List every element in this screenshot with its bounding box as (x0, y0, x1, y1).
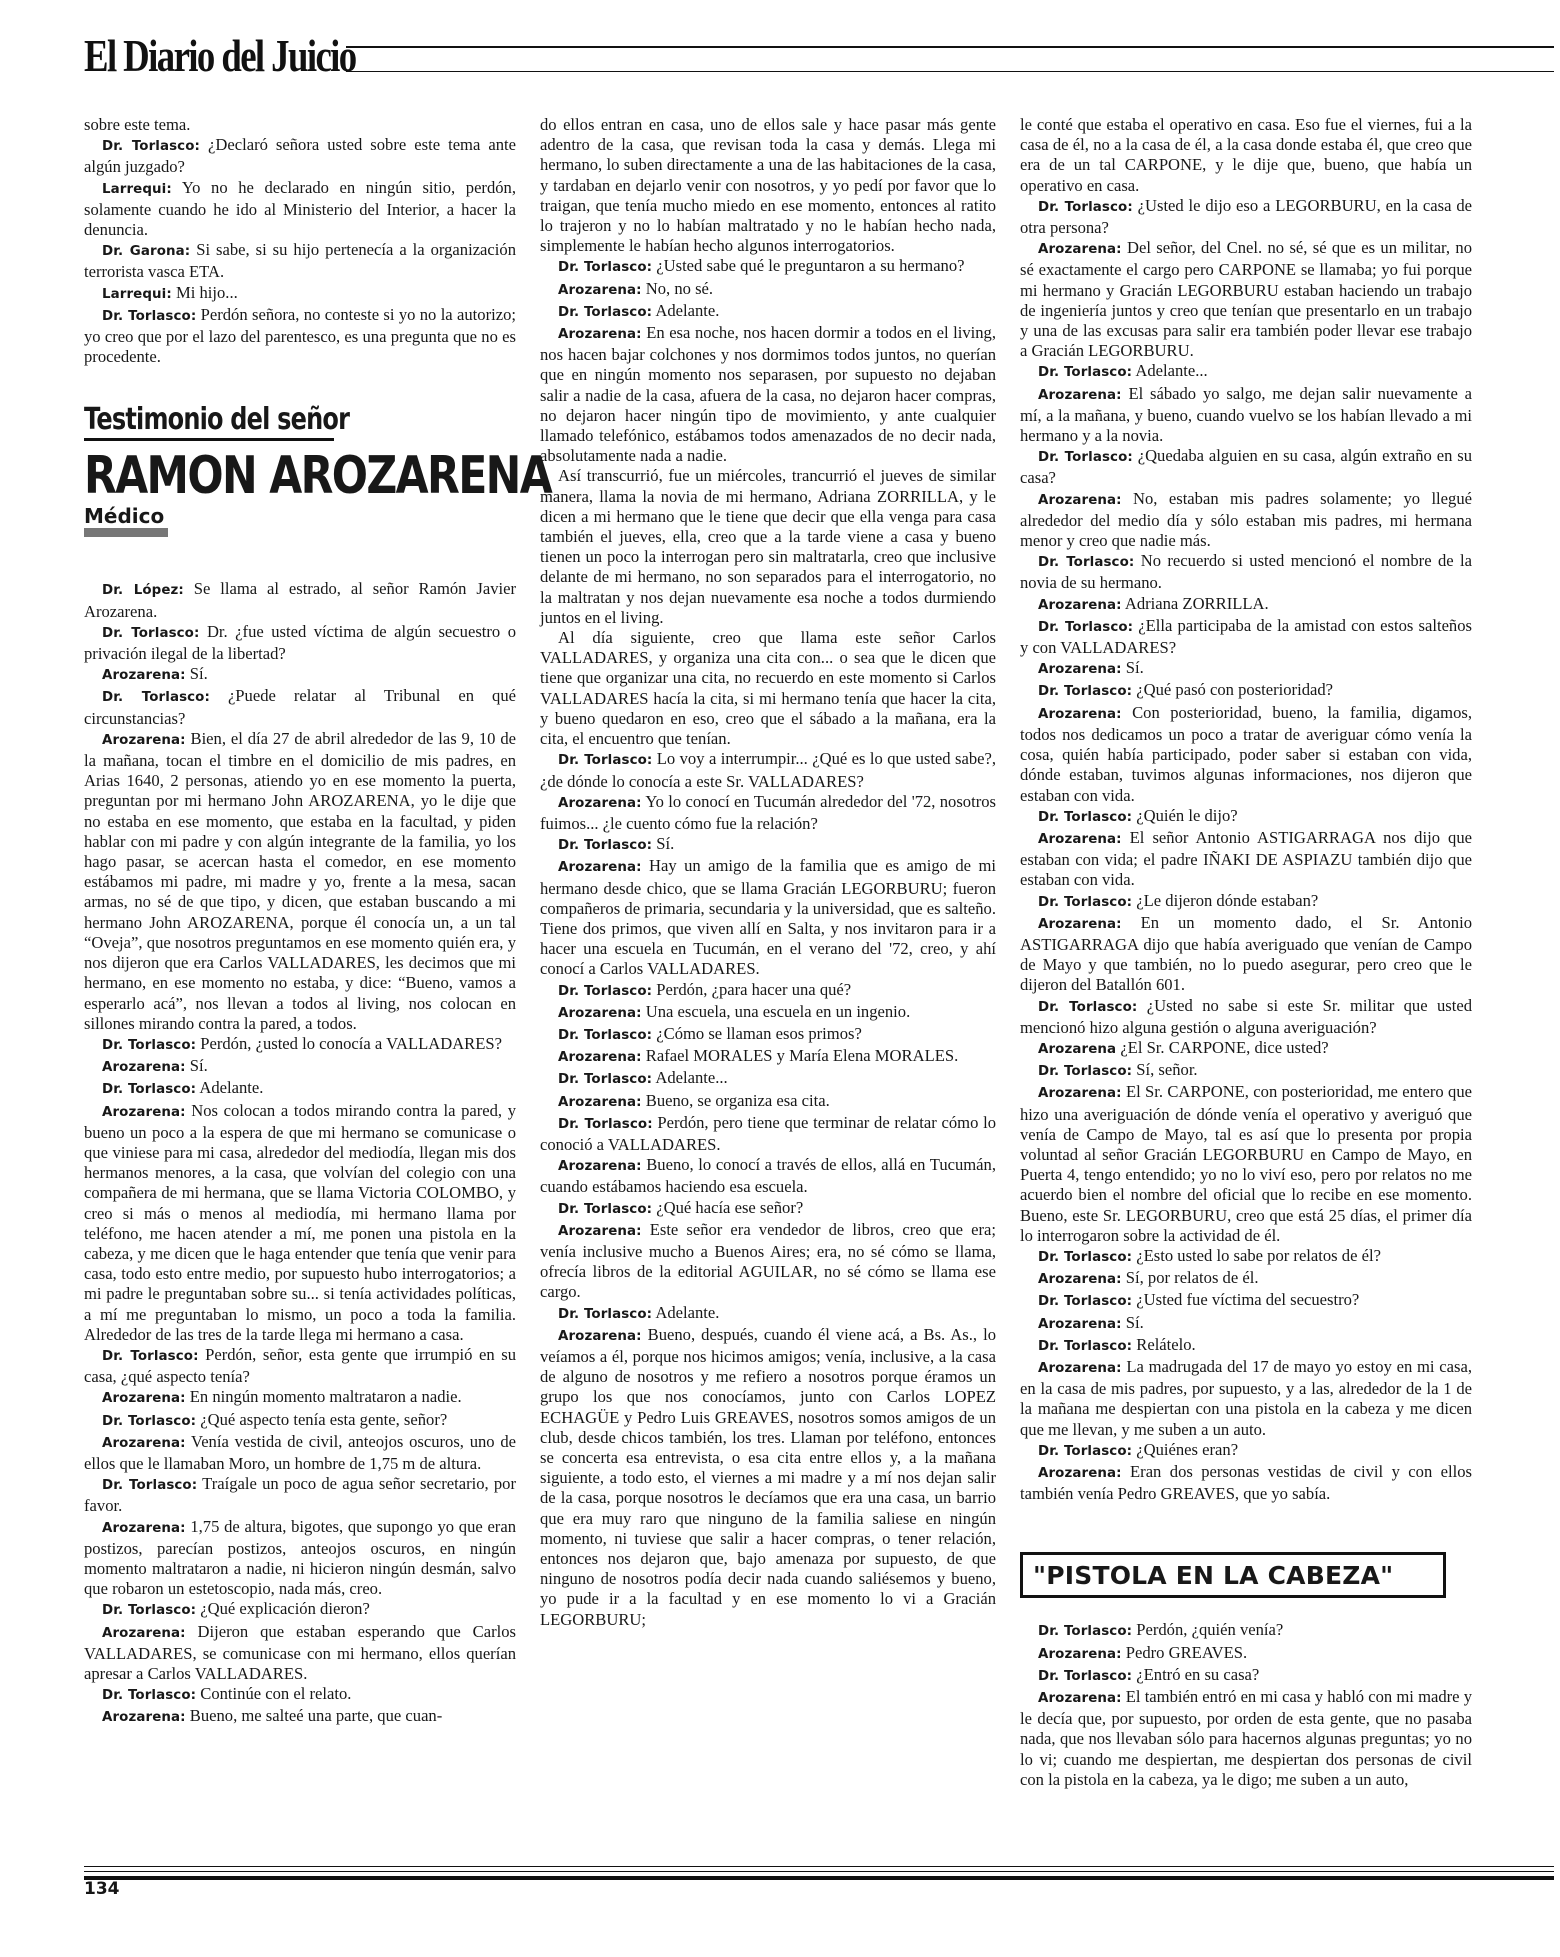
paragraph-text: ¿Cómo se llaman esos primos? (656, 1023, 862, 1043)
speaker-label: Dr. Torlasco: (1038, 1668, 1133, 1684)
speaker-label: Dr. Torlasco: (558, 260, 653, 276)
paragraph-text: El señor Antonio ASTIGARRAGA nos dijo que estaban con vida; el padre IÑAKI DE ASPIAZU también dijo que estaban con vida. (1020, 827, 1472, 890)
speaker-label: Dr. Torlasco: (1038, 365, 1133, 381)
paragraph-text: En ningún momento maltrataron a nadie. (189, 1387, 462, 1407)
paragraph-text: ¿Usted fue víctima del secuestro? (1136, 1290, 1360, 1310)
speaker-label: Arozarena: (558, 327, 642, 343)
paragraph-text: Adriana ZORRILLA. (1124, 593, 1269, 613)
transcript-paragraph (1020, 913, 1472, 996)
transcript-paragraph (1020, 616, 1472, 658)
transcript-paragraph (1020, 1687, 1472, 1790)
transcript-paragraph (1020, 594, 1472, 616)
speaker-label: Arozarena: (1038, 662, 1122, 678)
transcript-paragraph (84, 305, 516, 368)
heading-kicker: Testimonio del señor (84, 402, 350, 438)
speaker-label: Dr. Torlasco: (1038, 1064, 1133, 1080)
paragraph-text: No recuerdo si usted mencionó el nombre de la novia de su hermano. (1020, 551, 1472, 593)
paragraph-text: No, no sé. (645, 278, 714, 298)
paragraph-text: Así transcurrió, fue un miércoles, trancurrió el jueves de similar manera, llama la novia de mi hermano, Adriana ZORRILLA, y le dicen a mi hermano que le tiene que decir que ella venga para casa también el jueves, ella, creo que a la tarde viene a casa y bueno tienen un poco la interrogan pero sin maltratarla, creo que inclusive delante de mi hermano, no son separados para el interrogatorio, no la maltratan y nos dejan nuevamente esa noche a todos durmiendo juntos en el living. (540, 466, 996, 627)
transcript-paragraph (1020, 446, 1472, 488)
transcript-paragraph (1020, 1268, 1472, 1290)
paragraph-text: Bueno, después, cuando él viene acá, a Bs. As., lo veíamos a él, porque nos hicimos amigos; venía, inclusive, a la casa de alguno de nosotros y me refiero a nosotros porque éramos un grupo los que nos conocíamos, junto con Carlos LOPEZ ECHAGÜE y Pedro Luis GREAVES, nosotros somos amigos de un club, desde chicos también, los tres. Llaman por teléfono, entonces se concerta esa entrevista, o esa cita entre ellos y, a la mañana siguiente, a todo esto, el viernes a mi madre y a mí nos dejan salir de la casa, porque nosotros le decíamos que era una casa, un barrio que era muy raro que ninguno de la familia saliese en ningún momento, ni tuviese que salir a hacer compras, o tener relación, entonces nos dejaron que, bajo amenaza por supuesto, de que ninguno de nosotros podía decir nada cuando saliésemos y bueno, yo pude ir a la facultad y en ese momento lo vi a Gracián LEGORBURU; (540, 1324, 996, 1629)
transcript-paragraph (540, 1046, 996, 1068)
paragraph-text: ¿Usted no sabe si este Sr. militar que usted mencionó hizo alguna gestión o alguna averiguación? (1020, 995, 1472, 1037)
paragraph-text: Continúe con el relato. (200, 1684, 352, 1704)
paragraph-text: Eran dos personas vestidas de civil y con ellos también venía Pedro GREAVES, que yo sabía. (1020, 1462, 1472, 1504)
masthead-rule-top (346, 46, 1554, 48)
transcript-paragraph (540, 1198, 996, 1220)
transcript-paragraph (1020, 1082, 1472, 1246)
transcript-paragraph (84, 729, 516, 1034)
paragraph-text: Sí, por relatos de él. (1125, 1268, 1259, 1288)
transcript-paragraph (84, 1432, 516, 1474)
transcript-paragraph (540, 301, 996, 323)
paragraph-text: Nos colocan a todos mirando contra la pared, y bueno un poco a la espera de que mi hermano se comunicase o que viniese para mi casa, alrededor del mediodía, llegan mis dos hermanos menores, a la casa, que volvían del colegio con una compañera de mi hermana, que se llama Victoria COLOMBO, y creo si más o menos al mediodía, mi hermano llama por teléfono, me hacen atender a mí, me ponen una pistola en la cabeza, y me dicen que le haga entender que tenía que venir para casa, todo esto entre medio, por supuesto hubo interrogatorios; a mi padre le preguntaban sobre su... si tenía actividades políticas, a mí me preguntaban lo mismo, un poco a toda la familia. Alrededor de las tres de la tarde llega mi hermano a casa. (84, 1100, 516, 1344)
transcript-paragraph (84, 115, 516, 135)
speaker-label: Arozarena: (1038, 597, 1122, 613)
speaker-label: Arozarena: (1038, 1646, 1122, 1662)
paragraph-text: Bueno, lo conocí a través de ellos, allá en Tucumán, cuando estábamos haciendo esa escuela. (540, 1155, 996, 1197)
column-1-paragraphs-bottom (84, 579, 516, 1728)
transcript-paragraph (1020, 1060, 1472, 1082)
transcript-paragraph (84, 1345, 516, 1387)
transcript-paragraph (1020, 196, 1472, 238)
speaker-label: Dr. Torlasco: (558, 1027, 653, 1043)
transcript-paragraph (1020, 806, 1472, 828)
transcript-paragraph (84, 283, 516, 305)
speaker-label: Dr. López: (102, 583, 184, 599)
speaker-label: Dr. Torlasco: (102, 690, 210, 706)
transcript-paragraph (84, 1056, 516, 1078)
speaker-label: Arozarena: (102, 1104, 186, 1120)
transcript-paragraph (84, 686, 516, 728)
transcript-paragraph (1020, 1643, 1472, 1665)
speaker-label: Dr. Torlasco: (558, 1072, 653, 1088)
speaker-label: Arozarena: (102, 1435, 186, 1451)
column-2-paragraphs (540, 115, 996, 1630)
speaker-label: Arozarena: (1038, 1360, 1122, 1376)
paragraph-text: ¿Puede relatar al Tribunal en qué circunstancias? (84, 686, 516, 728)
testimony-heading (84, 402, 552, 537)
speaker-label: Dr. Torlasco: (102, 1603, 197, 1619)
paragraph-text: ¿Declaró señora usted sobre este tema ante algún juzgado? (84, 135, 516, 177)
transcript-paragraph (84, 1410, 516, 1432)
speaker-label: Dr. Torlasco: (1038, 894, 1133, 910)
transcript-paragraph (540, 1303, 996, 1325)
speaker-label: Arozarena: (102, 1625, 186, 1641)
transcript-paragraph (1020, 891, 1472, 913)
paragraph-text: ¿Usted sabe qué le preguntaron a su hermano? (656, 256, 965, 276)
transcript-paragraph (1020, 551, 1472, 593)
paragraph-text: Sí. (1125, 658, 1144, 678)
transcript-paragraph (540, 980, 996, 1002)
speaker-label: Arozarena: (102, 668, 186, 684)
speaker-label: Arozarena: (1038, 492, 1122, 508)
speaker-label: Dr. Torlasco: (558, 304, 653, 320)
paragraph-text: La madrugada del 17 de mayo yo estoy en mi casa, en la casa de mis padres, por supuesto, y a las, alrededor de la 1 de la mañana me despiertan con una pistola en la cabeza y me dicen que me llevan, y me suben a un auto. (1020, 1356, 1472, 1439)
transcript-paragraph (84, 1387, 516, 1409)
paragraph-text: ¿Usted le dijo eso a LEGORBURU, en la casa de otra persona? (1020, 195, 1472, 238)
footer-rule-top (84, 1866, 1554, 1867)
paragraph-text: do ellos entran en casa, uno de ellos sale y hace pasar más gente adentro de la casa, que revisan toda la casa y demás. Llega mi hermano, lo suben directamente a una de las habitaciones de la casa, y tardaban en dejarlo venir con nosotros, y yo pedí por favor que lo traigan, que tenía mucho miedo en ese momento, entonces al ratito lo trajeron y no lo habían maltratado y no le habían hecho nada, simplemente le habían hecho algunos interrogatorios. (540, 115, 996, 256)
transcript-paragraph (1020, 1665, 1472, 1687)
speaker-label: Arozarena (1038, 1041, 1117, 1057)
footer-rule-middle (84, 1871, 1554, 1872)
paragraph-text: Yo lo conocí en Tucumán alrededor del '72, nosotros fuimos... ¿le cuento cómo fue la relación? (540, 791, 996, 833)
speaker-label: Dr. Torlasco: (558, 838, 653, 854)
paragraph-text: Adelante. (655, 300, 720, 320)
paragraph-text: Bien, el día 27 de abril alrededor de las 9, 10 de la mañana, tocan el timbre en el domicilio de mis padres, en Arias 1640, 2 personas, atiendo yo en ese momento la puerta, preguntan por mi hermano John AROZARENA, yo le dije que no estaba en ese momento, que estaba en la facultad, y piden hablar con mi padre y con algún integrante de la familia, yo los hago pasar, se acercan hasta el comedor, en ese momento estábamos mi padre, mi madre y yo, frente a la mesa, sacan armas, no sé de que tipo, y dicen, que estaban buscando a mi hermano John AROZARENA, porque él conocía un, a un tal “Oveja”, que nosotros preguntamos en ese momento quién era, y nos dijeron que era Carlos VALLADARES, les decimos que mi hermano, en ese momento no estaba, y dice: “Bueno, vamos a esperarlo acá”, nos llevan a todos al living, nos colocan en sillones mirando contra la pared, a todos. (84, 728, 516, 1033)
speaker-label: Dr. Torlasco: (1038, 555, 1135, 571)
speaker-label: Dr. Torlasco: (558, 1306, 653, 1322)
speaker-label: Dr. Torlasco: (1038, 619, 1134, 635)
paragraph-text: ¿Le dijeron dónde estaban? (1136, 890, 1319, 910)
paragraph-text: Pedro GREAVES. (1125, 1642, 1248, 1662)
paragraph-text: Sí. (1125, 1312, 1144, 1332)
transcript-paragraph (1020, 828, 1472, 891)
transcript-paragraph (1020, 1290, 1472, 1312)
speaker-label: Arozarena: (1038, 387, 1122, 403)
transcript-paragraph (540, 1002, 996, 1024)
paragraph-text: No, estaban mis padres solamente; yo llegué alrededor del medio día y sólo estaban mis padres, mi hermana menor y creo que nadie más. (1020, 488, 1472, 551)
paragraph-text: Sí. (189, 1056, 208, 1076)
speaker-label: Dr. Torlasco: (102, 139, 200, 155)
transcript-paragraph (84, 1474, 516, 1516)
paragraph-text: Al día siguiente, creo que llama este señor Carlos VALLADARES, y organiza una cita con... o sea que le dicen que tiene que organizar una cita, no recuerdo en este momento si Carlos VALLADARES hacía la cita, si mi hermano tenía que hacer la cita, y bueno quedaron en eso, creo que el sábado a la mañana, era la cita, el encuentro que tenían. (540, 628, 996, 749)
transcript-paragraph (1020, 361, 1472, 383)
transcript-paragraph (540, 856, 996, 979)
column-3 (1020, 115, 1472, 1790)
paragraph-text: En un momento dado, el Sr. Antonio ASTIGARRAGA dijo que había averiguado que venían de Campo de Mayo y que también, no lo puedo asegurar, pero creo que le dijeron del Batallón 601. (1020, 912, 1472, 995)
paragraph-text: Lo voy a interrumpir... ¿Qué es lo que usted sabe?, ¿de dónde lo conocía a este Sr. VALLADARES? (540, 749, 996, 791)
paragraph-text: ¿Ella participaba de la amistad con estos salteños y con VALLADARES? (1020, 615, 1472, 658)
speaker-label: Dr. Garona: (102, 244, 191, 260)
paragraph-text: Sí, señor. (1136, 1060, 1198, 1080)
paragraph-text: Perdón, pero tiene que terminar de relatar cómo lo conoció a VALLADARES. (540, 1112, 997, 1154)
speaker-label: Dr. Torlasco: (558, 1116, 653, 1132)
speaker-label: Dr. Torlasco: (102, 1688, 197, 1704)
transcript-paragraph (84, 1706, 516, 1728)
transcript-paragraph (84, 622, 516, 664)
paragraph-text: ¿Qué pasó con posterioridad? (1136, 680, 1334, 700)
transcript-paragraph (1020, 1246, 1472, 1268)
transcript-paragraph (84, 1078, 516, 1100)
speaker-label: Dr. Torlasco: (1038, 199, 1133, 215)
subheading-text: "PISTOLA EN LA CABEZA" (1033, 1561, 1394, 1591)
speaker-label: Arozarena: (102, 1520, 186, 1536)
paragraph-text: Adelante. (199, 1078, 264, 1098)
paragraph-text: Adelante... (655, 1068, 728, 1088)
transcript-paragraph (540, 1024, 996, 1046)
speaker-label: Dr. Torlasco: (102, 1413, 197, 1429)
page-number: 134 (84, 1879, 120, 1899)
column-3-paragraphs-top (1020, 115, 1472, 1504)
speaker-label: Dr. Torlasco: (1038, 684, 1133, 700)
speaker-label: Dr. Torlasco: (1038, 1443, 1133, 1459)
speaker-label: Dr. Torlasco: (1038, 1294, 1133, 1310)
speaker-label: Dr. Torlasco: (102, 308, 197, 324)
paragraph-text: Con posterioridad, bueno, la familia, digamos, todos nos dedicamos un poco a tratar de averiguar cómo venía la cosa, quién había participado, poder saber si estaban con vida, dónde estaban, tuvimos algunas informaciones, nos dijeron que estaban con vida. (1020, 702, 1472, 805)
transcript-paragraph (540, 749, 996, 791)
speaker-label: Arozarena: (1038, 831, 1122, 847)
speaker-label: Dr. Torlasco: (1038, 1249, 1133, 1265)
speaker-label: Arozarena: (1038, 1272, 1122, 1288)
transcript-paragraph (84, 1101, 516, 1345)
paragraph-text: ¿Entró en su casa? (1136, 1664, 1260, 1684)
heading-kicker-underline (84, 438, 334, 441)
paragraph-text: ¿Quedaba alguien en su casa, algún extraño en su casa? (1020, 446, 1472, 488)
transcript-paragraph (1020, 1038, 1472, 1060)
transcript-paragraph (84, 1684, 516, 1706)
subheading-box (1020, 1552, 1446, 1598)
transcript-paragraph (84, 135, 516, 177)
paragraph-text: Dr. ¿fue usted víctima de algún secuestro o privación ilegal de la libertad? (84, 621, 517, 664)
paragraph-text: Si sabe, si su hijo pertenecía a la organización terrorista vasca ETA. (84, 240, 516, 282)
speaker-label: Arozarena: (558, 795, 642, 811)
transcript-paragraph (1020, 489, 1472, 552)
column-1 (84, 115, 552, 1729)
speaker-label: Dr. Torlasco: (558, 1201, 653, 1217)
transcript-paragraph (84, 1517, 516, 1600)
paragraph-text: Traígale un poco de agua señor secretario, por favor. (84, 1474, 516, 1516)
paragraph-text: ¿Quiénes eran? (1136, 1439, 1239, 1459)
transcript-paragraph (540, 628, 996, 749)
speaker-label: Arozarena: (1038, 1466, 1122, 1481)
paragraph-text: Perdón, ¿usted lo conocía a VALLADARES? (200, 1033, 502, 1053)
speaker-label: Arozarena: (102, 1391, 186, 1407)
paragraph-text: Dijeron que estaban esperando que Carlos VALLADARES, se comunicase con mi hermano, ellos querían apresar a Carlos VALLADARES. (84, 1621, 516, 1683)
speaker-label: Arozarena: (558, 1159, 642, 1175)
paragraph-text: Perdón, ¿quién venía? (1136, 1620, 1284, 1640)
footer-rule-bottom (84, 1876, 1554, 1880)
heading-witness-name: RAMON AROZARENA (84, 446, 552, 507)
column-1-paragraphs-top (84, 115, 516, 367)
transcript-paragraph (540, 1068, 996, 1090)
paragraph-text: Bueno, me salteé una parte, que cuan- (189, 1706, 443, 1726)
column-3-paragraphs-bottom (1020, 1620, 1472, 1790)
speaker-label: Dr. Torlasco: (102, 1478, 198, 1494)
paragraph-text: Hay un amigo de la familia que es amigo de mi hermano desde chico, que se llama Gracián LEGORBURU; fueron compañeros de primaria, secundaria y la universidad, que es salteño. Tiene dos primos, que viven allí en Salta, y nos invitaron para ir a hacer una escuela en Tucumán, en el verano del '72, creo, y ahí conocí a Carlos VALLADARES. (540, 856, 996, 979)
transcript-paragraph (1020, 1462, 1472, 1504)
paragraph-text: sobre este tema. (84, 115, 191, 134)
speaker-label: Dr. Torlasco: (1038, 450, 1133, 466)
speaker-label: Arozarena: (558, 860, 642, 876)
paragraph-text: le conté que estaba el operativo en casa. Eso fue el viernes, fui a la casa de él, no a la casa de él, a la casa donde estaba él, que creo que era de un tal CARPONE, y le dije que, bueno, que había un operativo en casa. (1020, 115, 1472, 195)
speaker-label: Dr. Torlasco: (102, 1082, 197, 1098)
paragraph-text: ¿Quién le dijo? (1136, 805, 1238, 825)
speaker-label: Arozarena: (558, 1005, 642, 1021)
transcript-paragraph (540, 279, 996, 301)
transcript-paragraph (84, 1034, 516, 1056)
paragraph-text: ¿Qué explicación dieron? (200, 1599, 370, 1619)
transcript-paragraph (84, 1599, 516, 1621)
transcript-paragraph (1020, 996, 1472, 1038)
transcript-paragraph (1020, 384, 1472, 447)
transcript-paragraph (1020, 238, 1472, 361)
paragraph-text: Una escuela, una escuela en un ingenio. (645, 1001, 911, 1021)
paragraph-text: ¿Esto usted lo sabe por relatos de él? (1136, 1245, 1381, 1265)
speaker-label: Arozarena: (1038, 1086, 1122, 1102)
paragraph-text: Relátelo. (1136, 1334, 1196, 1354)
masthead-rule-bottom (346, 71, 1554, 72)
speaker-label: Dr. Torlasco: (1038, 809, 1133, 825)
transcript-paragraph (540, 466, 996, 628)
paragraph-text: ¿El Sr. CARPONE, dice usted? (1120, 1037, 1329, 1057)
paragraph-text: Este señor era vendedor de libros, creo que era; venía inclusive mucho a Buenos Aires; era, no sé cómo se llama, ofrecía libros de la editorial AGUILAR, no sé cómo se llama ese cargo. (540, 1219, 996, 1302)
transcript-paragraph (540, 1113, 996, 1155)
speaker-label: Dr. Torlasco: (102, 625, 200, 641)
speaker-label: Arozarena: (102, 1060, 186, 1076)
paragraph-text: Yo no he declarado en ningún sitio, perdón, solamente cuando he ido al Ministerio del Interior, a hacer la denuncia. (84, 177, 516, 240)
heading-decorative-bar (84, 528, 168, 537)
speaker-label: Arozarena: (558, 1094, 642, 1110)
speaker-label: Arozarena: (558, 1328, 642, 1344)
paragraph-text: Sí. (189, 664, 208, 684)
speaker-label: Larrequi: (102, 181, 172, 197)
paragraph-text: Perdón señora, no conteste si yo no la autorizo; yo creo que por el lazo del parentesco, es una pregunta que no es procedente. (84, 304, 516, 367)
paragraph-text: El Sr. CARPONE, con posterioridad, me entero que hizo una averiguación de dónde venía el operativo y averiguó que venía de Campo de Mayo, tal es así que lo presenta por propia voluntad al señor Gracián LEGORBURU en Campo de Mayo, en Puerta 4, tengo entendido; yo no lo viví eso, pero por relatos no me acuerdo bien el nombre del oficial que lo recibe en ese momento. Bueno, este Sr. LEGORBURU, creo que está 25 días, el primer día lo interrogaron sobre la actividad de él. (1020, 1082, 1472, 1245)
masthead (84, 26, 1554, 86)
paragraph-text: ¿Qué hacía ese señor? (656, 1197, 804, 1217)
transcript-paragraph (540, 256, 996, 278)
transcript-paragraph (84, 664, 516, 686)
speaker-label: Arozarena: (1038, 1316, 1122, 1332)
speaker-label: Arozarena: (558, 1223, 642, 1239)
transcript-paragraph (1020, 658, 1472, 680)
speaker-label: Dr. Torlasco: (102, 1037, 197, 1053)
speaker-label: Dr. Torlasco: (1038, 999, 1138, 1015)
column-2 (540, 115, 996, 1630)
speaker-label: Larrequi: (102, 286, 172, 302)
paragraph-text: Sí. (656, 834, 675, 854)
paragraph-text: Adelante. (655, 1302, 720, 1322)
transcript-paragraph (84, 579, 516, 621)
transcript-paragraph (540, 1220, 996, 1303)
paragraph-text: Venía vestida de civil, anteojos oscuros, uno de ellos que le llamaban Moro, un hombre de 1,75 m de altura. (84, 1431, 516, 1473)
speaker-label: Arozarena: (1038, 706, 1122, 722)
transcript-paragraph (540, 1325, 996, 1630)
speaker-label: Arozarena: (102, 1710, 186, 1726)
transcript-paragraph (1020, 680, 1472, 702)
heading-witness-profession: Médico (84, 504, 165, 529)
transcript-paragraph (540, 792, 996, 834)
paragraph-text: Mi hijo... (175, 282, 238, 302)
transcript-paragraph (1020, 1357, 1472, 1440)
transcript-paragraph (540, 323, 996, 466)
paragraph-text: Rafael MORALES y María Elena MORALES. (645, 1046, 959, 1066)
transcript-paragraph (1020, 1335, 1472, 1357)
paragraph-text: Bueno, se organiza esa cita. (645, 1090, 830, 1110)
transcript-paragraph (1020, 1313, 1472, 1335)
transcript-paragraph (540, 115, 996, 256)
paragraph-text: En esa noche, nos hacen dormir a todos en el living, nos hacen bajar colchones y nos dormimos todos juntos, no querían que en ningún momento nos separasen, por supuesto no dejaban salir a nadie de la casa, afuera de la casa, no dejaron hacer compras, no dejaron hacer ningún tipo de movimiento, y ante cualquier llamado telefónico, estábamos todos amenazados de no decir nada, absolutamente nada a nadie. (540, 323, 997, 466)
paragraph-text: Adelante... (1135, 361, 1208, 381)
paragraph-text: Perdón, ¿para hacer una qué? (656, 979, 852, 999)
paragraph-text: ¿Qué aspecto tenía esta gente, señor? (200, 1409, 448, 1429)
paragraph-text: El sábado yo salgo, me dejan salir nuevamente a mí, a la mañana, y bueno, cuando vuelvo se los habían llevado a mi hermano y a la novia. (1020, 383, 1472, 446)
speaker-label: Dr. Torlasco: (558, 983, 653, 999)
speaker-label: Arozarena: (1038, 916, 1122, 932)
speaker-label: Dr. Torlasco: (102, 1348, 199, 1364)
paragraph-text: Perdón, señor, esta gente que irrumpió en su casa, ¿qué aspecto tenía? (84, 1344, 516, 1387)
paragraph-text: Se llama al estrado, al señor Ramón Javier Arozarena. (84, 579, 516, 621)
paragraph-text: El también entró en mi casa y habló con mi madre y le decía que, por supuesto, por orden de esta gente, que no pasaba nada, que nos llevaban sólo para hacernos algunas preguntas; yo no lo vi; cuando me despiertan, me despiertan dos personas de civil con la pistola en la cabeza, ya le digo; me suben a un auto, (1020, 1687, 1472, 1789)
transcript-paragraph (540, 1091, 996, 1113)
masthead-title: El Diario del Juicio (84, 30, 356, 81)
speaker-label: Dr. Torlasco: (1038, 1338, 1133, 1354)
speaker-label: Arozarena: (558, 282, 642, 298)
transcript-paragraph (540, 1155, 996, 1197)
transcript-paragraph (1020, 1620, 1472, 1642)
transcript-paragraph (1020, 703, 1472, 806)
speaker-label: Dr. Torlasco: (558, 753, 653, 769)
transcript-paragraph (84, 178, 516, 241)
speaker-label: Arozarena: (102, 732, 186, 748)
transcript-paragraph (1020, 1440, 1472, 1462)
speaker-label: Arozarena: (1038, 242, 1122, 258)
transcript-paragraph (1020, 115, 1472, 196)
transcript-paragraph (540, 834, 996, 856)
transcript-paragraph (84, 1622, 516, 1685)
speaker-label: Arozarena: (1038, 1691, 1122, 1707)
paragraph-text: 1,75 de altura, bigotes, que supongo yo que eran postizos, parecían postizos, anteojos oscuros, en ningún momento maltrataron a nadie, ni hicieron ningún desmán, salvo que robaron un estetoscopio, nada más, creo. (84, 1516, 516, 1599)
transcript-paragraph (84, 240, 516, 282)
paragraph-text: Del señor, del Cnel. no sé, sé que es un militar, no sé exactamente el cargo pero CARPONE se llamaba; yo fui porque mi hermano y Gracián LEGORBURU estaban haciendo un trabajo de ingeniería juntos y creo que tenían que presentarlo en un trabajo y una de las excusas para salir era también poder llevar ese trabajo a Gracián LEGORBURU. (1020, 238, 1473, 361)
speaker-label: Dr. Torlasco: (1038, 1624, 1133, 1640)
speaker-label: Arozarena: (558, 1050, 642, 1066)
